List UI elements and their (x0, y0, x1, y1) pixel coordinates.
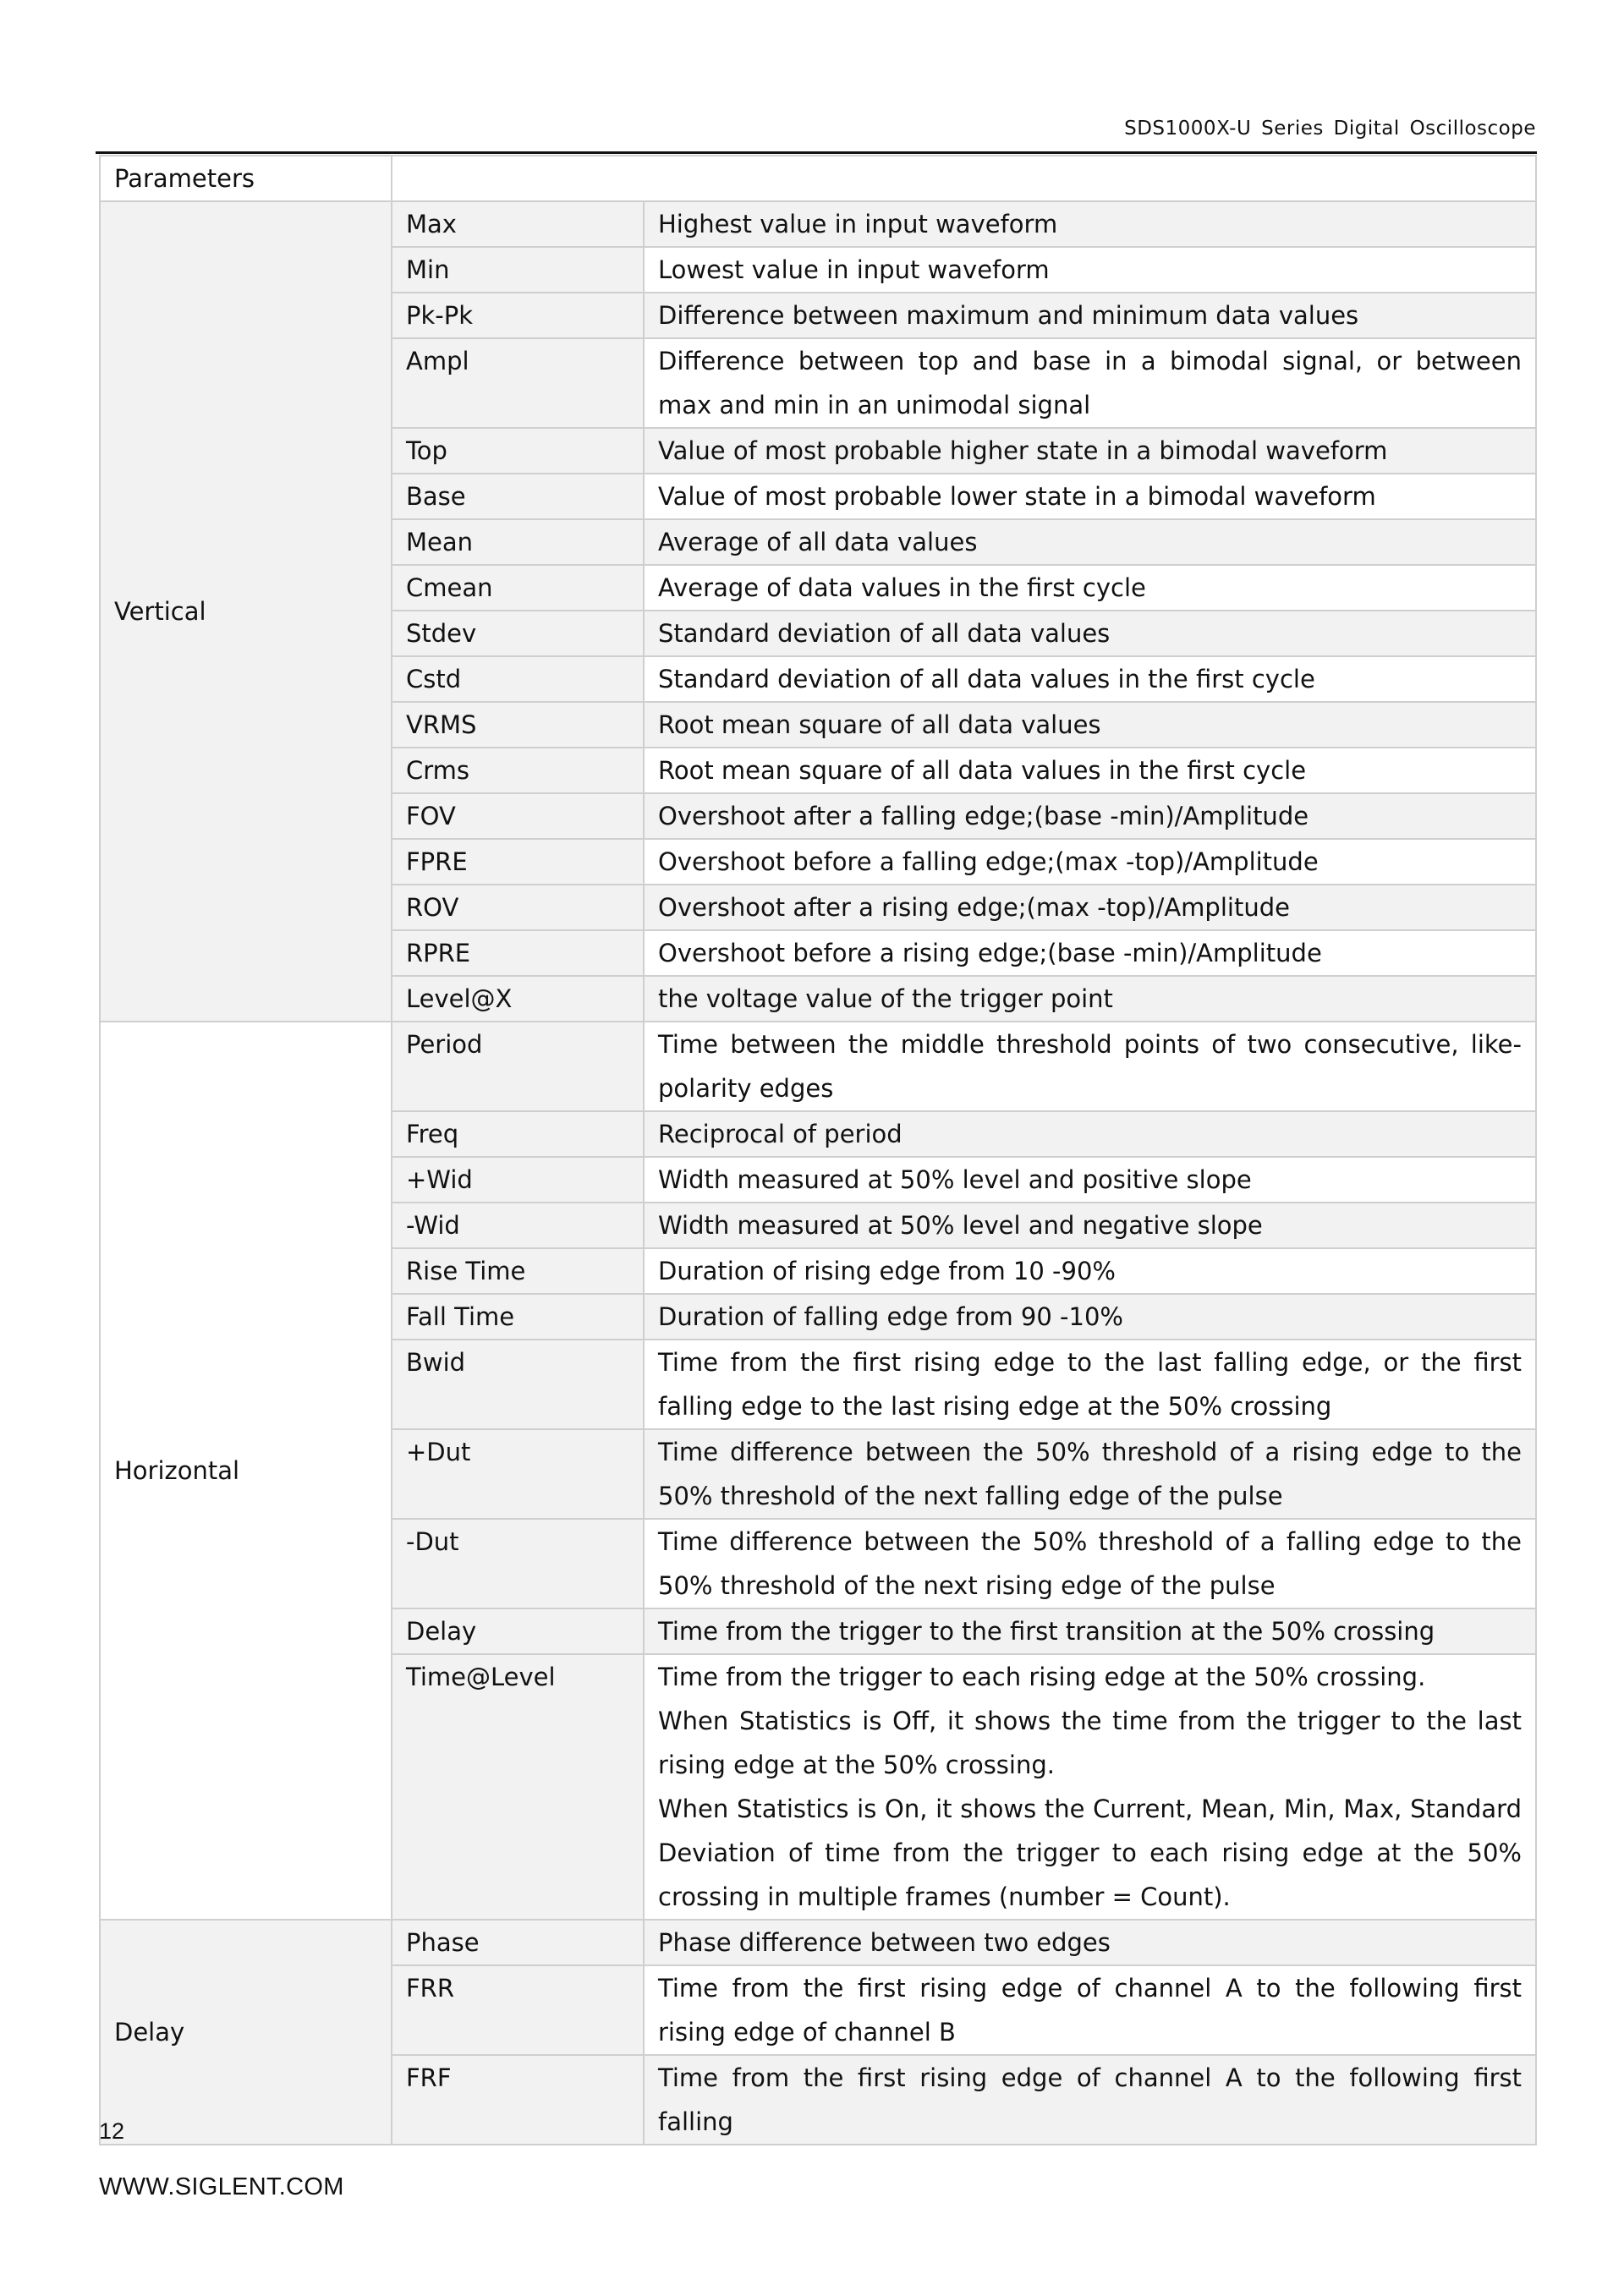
parameter-name-cell: Max (392, 201, 644, 247)
parameter-name-cell: Base (392, 474, 644, 519)
description-line: Highest value in input waveform (658, 210, 1058, 238)
parameter-name-cell: ROV (392, 885, 644, 930)
parameter-description-cell (644, 565, 1536, 611)
description-line: the voltage value of the trigger point (658, 984, 1113, 1013)
description-line: Phase difference between two edges (658, 1928, 1111, 1957)
category-cell: Delay (100, 1920, 392, 2145)
table-row (100, 1022, 1536, 1111)
parameter-description-cell (644, 201, 1536, 247)
description-line: Duration of rising edge from 10 -90% (658, 1257, 1116, 1285)
description-line: Time from the trigger to the first transition at the 50% crossing (658, 1617, 1435, 1646)
parameter-name-cell: Stdev (392, 611, 644, 656)
page-number: 12 (99, 2118, 125, 2144)
parameter-name-cell: VRMS (392, 702, 644, 748)
parameter-name-cell: Mean (392, 519, 644, 565)
parameter-description-cell (644, 428, 1536, 474)
parameter-name-cell: Rise Time (392, 1248, 644, 1294)
parameter-description-cell (644, 1429, 1536, 1519)
description-line: Root mean square of all data values in the first cycle (658, 756, 1307, 785)
parameter-name-cell: -Wid (392, 1203, 644, 1248)
description-line: Value of most probable lower state in a bimodal waveform (658, 482, 1376, 511)
parameter-name-cell: +Dut (392, 1429, 644, 1519)
description-line: Duration of falling edge from 90 -10% (658, 1302, 1123, 1331)
parameter-description-cell (644, 1608, 1536, 1654)
parameter-description-cell (644, 885, 1536, 930)
parameter-name-cell: FRF (392, 2055, 644, 2145)
parameter-description-cell (644, 1157, 1536, 1203)
description-line: Root mean square of all data values (658, 710, 1101, 739)
parameter-name-cell: Cmean (392, 565, 644, 611)
parameter-description-cell (644, 338, 1536, 428)
parameter-description-cell (644, 1965, 1536, 2055)
parameter-description-cell (644, 1654, 1536, 1920)
parameter-description-cell (644, 793, 1536, 839)
parameter-name-cell: FOV (392, 793, 644, 839)
description-line: Overshoot after a rising edge;(max -top)/Amplitude (658, 893, 1290, 922)
description-line: Time from the first rising edge to the last falling edge, or the first falling edge to the last rising edge at the 50% crossing (658, 1348, 1522, 1421)
description-line: Time from the first rising edge of channel A to the following first falling (658, 2063, 1522, 2136)
parameter-name-cell: Time@Level (392, 1654, 644, 1920)
parameter-name-cell: Crms (392, 748, 644, 793)
description-line: Overshoot before a falling edge;(max -top)/Amplitude (658, 847, 1319, 876)
parameter-description-cell (644, 1022, 1536, 1111)
header-empty-cell (392, 156, 1536, 201)
description-line: Overshoot after a falling edge;(base -min)/Amplitude (658, 802, 1309, 830)
description-line: When Statistics is On, it shows the Current, Mean, Min, Max, Standard Deviation of time from the trigger to each rising edge at the 50% crossing in multiple frames (number = Count). (658, 1795, 1522, 1911)
description-line: Overshoot before a rising edge;(base -min)/Amplitude (658, 939, 1322, 967)
document-header-title: SDS1000X-U Series Digital Oscilloscope (1124, 118, 1536, 140)
description-line: Value of most probable higher state in a bimodal waveform (658, 436, 1388, 465)
parameter-name-cell: FRR (392, 1965, 644, 2055)
category-cell: Horizontal (100, 1022, 392, 1920)
description-line: Standard deviation of all data values (658, 619, 1111, 648)
parameter-description-cell (644, 1519, 1536, 1608)
description-line: Lowest value in input waveform (658, 255, 1050, 284)
parameter-description-cell (644, 1111, 1536, 1157)
description-line: Difference between top and base in a bimodal signal, or between max and min in an unimodal signal (658, 347, 1522, 419)
parameter-name-cell: Min (392, 247, 644, 293)
parameter-name-cell: Pk-Pk (392, 293, 644, 338)
description-line: Standard deviation of all data values in the first cycle (658, 665, 1315, 693)
parameter-name-cell: Freq (392, 1111, 644, 1157)
description-line: Width measured at 50% level and negative slope (658, 1211, 1263, 1240)
header-parameters-cell: Parameters (100, 156, 392, 201)
description-line: Average of all data values (658, 528, 978, 556)
parameter-name-cell: Bwid (392, 1340, 644, 1429)
description-line: Time between the middle threshold points of two consecutive, like-polarity edges (658, 1030, 1522, 1103)
table-row (100, 1920, 1536, 1965)
parameter-description-cell (644, 1920, 1536, 1965)
parameter-name-cell: RPRE (392, 930, 644, 976)
parameter-name-cell: Top (392, 428, 644, 474)
description-line: Difference between maximum and minimum data values (658, 301, 1359, 330)
description-line: Reciprocal of period (658, 1120, 903, 1148)
parameter-description-cell (644, 474, 1536, 519)
parameter-name-cell: Ampl (392, 338, 644, 428)
parameter-name-cell: Fall Time (392, 1294, 644, 1340)
table-row (100, 201, 1536, 247)
website-url[interactable]: WWW.SIGLENT.COM (99, 2173, 344, 2200)
description-line: When Statistics is Off, it shows the time from the trigger to the last rising edge at the 50% crossing. (658, 1707, 1522, 1779)
parameter-description-cell (644, 247, 1536, 293)
parameter-description-cell (644, 748, 1536, 793)
parameter-name-cell: Period (392, 1022, 644, 1111)
parameter-description-cell (644, 293, 1536, 338)
description-line: Average of data values in the first cycle (658, 573, 1146, 602)
parameter-description-cell (644, 656, 1536, 702)
parameter-description-cell (644, 1294, 1536, 1340)
parameter-description-cell (644, 519, 1536, 565)
description-line: Time from the first rising edge of channel A to the following first rising edge of channel B (658, 1974, 1522, 2047)
parameter-description-cell (644, 930, 1536, 976)
parameter-description-cell (644, 2055, 1536, 2145)
parameter-description-cell (644, 611, 1536, 656)
parameter-description-cell (644, 1340, 1536, 1429)
parameter-name-cell: Cstd (392, 656, 644, 702)
parameter-description-cell (644, 839, 1536, 885)
category-cell: Vertical (100, 201, 392, 1022)
description-line: Time difference between the 50% threshold of a rising edge to the 50% threshold of the next falling edge of the pulse (658, 1438, 1522, 1510)
parameter-name-cell: Delay (392, 1608, 644, 1654)
parameter-name-cell: -Dut (392, 1519, 644, 1608)
parameter-description-cell (644, 1203, 1536, 1248)
table-header-row (100, 156, 1536, 201)
parameter-description-cell (644, 976, 1536, 1022)
parameter-name-cell: Level@X (392, 976, 644, 1022)
parameter-name-cell: Phase (392, 1920, 644, 1965)
parameter-name-cell: FPRE (392, 839, 644, 885)
parameter-description-cell (644, 1248, 1536, 1294)
description-line: Width measured at 50% level and positive slope (658, 1165, 1252, 1194)
description-line: Time from the trigger to each rising edge at the 50% crossing. (658, 1663, 1426, 1691)
parameter-name-cell: +Wid (392, 1157, 644, 1203)
parameter-description-cell (644, 702, 1536, 748)
description-line: Time difference between the 50% threshold of a falling edge to the 50% threshold of the next rising edge of the pulse (658, 1527, 1522, 1600)
header-rule (96, 151, 1537, 154)
parameters-table (99, 155, 1537, 2145)
